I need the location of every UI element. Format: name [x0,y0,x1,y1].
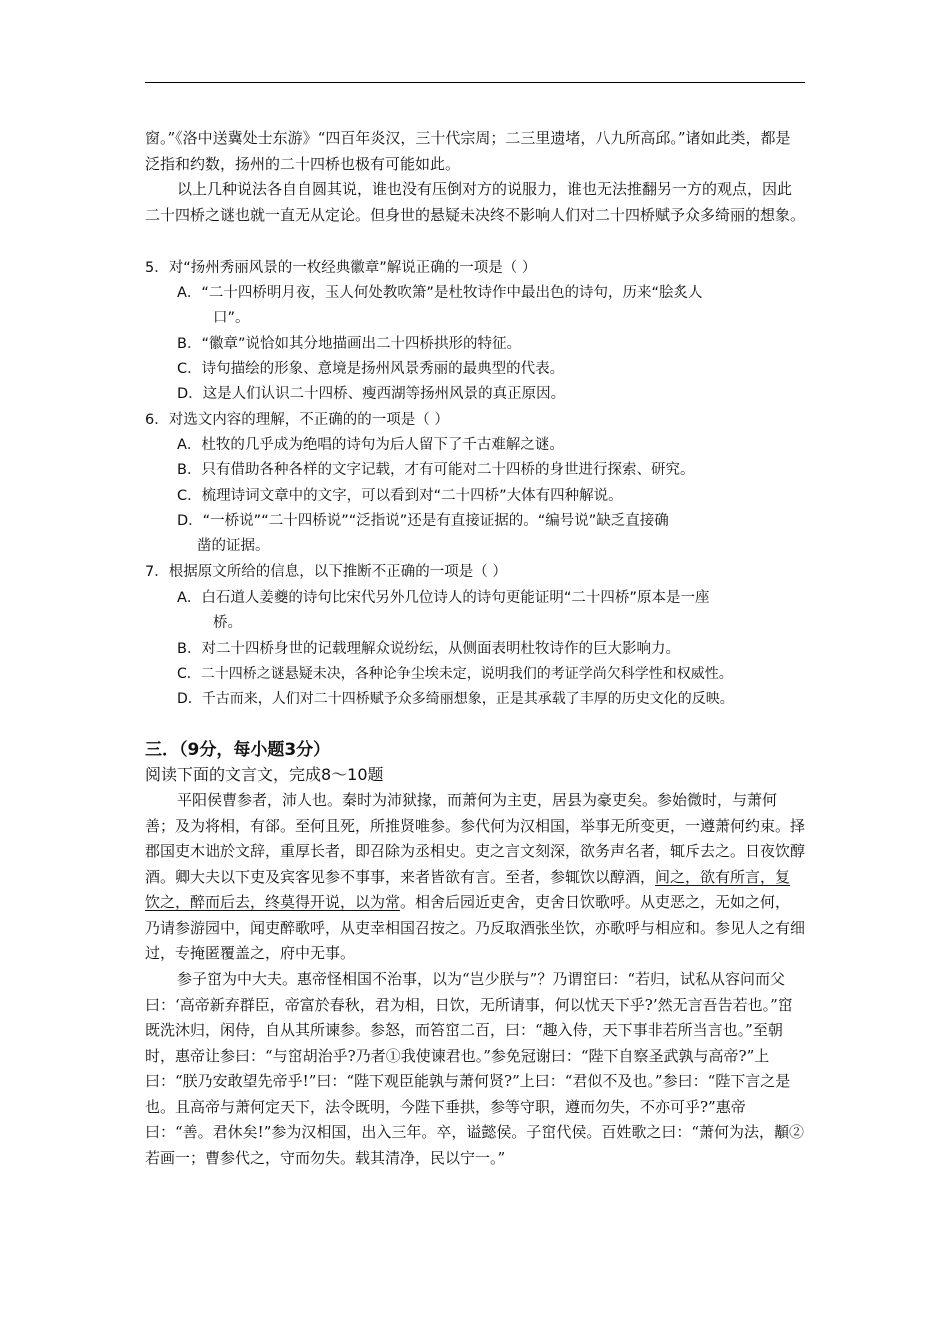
question-5-option-d: D．这是人们认识二十四桥、瘦西湖等扬州风景的真正原因。 [177,386,566,402]
question-5-option-b: B．“徽章”说恰如其分地描画出二十四桥拱形的特征。 [177,336,521,352]
question-5-option-c: C．诗句描绘的形象、意境是扬州风景秀丽的最典型的代表。 [177,361,565,377]
classical-text-paragraph-1 [145,788,805,967]
header-rule [145,82,805,83]
underlined-sentence: 间之，欲有所言，复饮之，醉而后去，终莫得开说，以为常 [145,867,791,911]
question-6-stem: 6．对选文内容的理解，不正确的的一项是（ ） [145,412,449,428]
question-5-stem: 5．对“扬州秀丽风景的一枚经典徽章”解说正确的一项是（ ） [145,260,537,276]
section-3-instruction: 阅读下面的文言文，完成8～10题 [145,765,384,784]
section-3-title: 三．（9分，每小题3分） [145,740,331,760]
option-text: D．“一桥说”“二十四桥说”“泛指说”还是有直接证据的。“编号说”缺乏直接确 [177,513,669,529]
passage-paragraph-2: 以上几种说法各自自圆其说，谁也没有压倒对方的说服力，谁也无法推翻另一方的观点，因此二十四桥之谜也就一直无从定论。但身世的悬疑未决终不影响人们对二十四桥赋予众多绮丽的想象。 [145,180,806,224]
question-7-option-c: C．二十四桥之谜悬疑未决，各种论争尘埃未定，说明我们的考证学尚欠科学性和权威性。 [177,666,733,682]
question-6-option-c: C．梳理诗词文章中的文字，可以看到对“二十四桥”大体有四种解说。 [177,488,623,504]
text-segment: 平阳侯曹参者，沛人也。秦时为沛狱掾，而萧何为主吏，居县为豪吏矣。参始微时，与萧何善；及为将相，有郤。至何且死，所推贤唯参。参代何为汉相国，举事无所变更，一遵萧何约束。择郡国吏木诎於文辞，重厚长者，即召除为丞相史。吏之言文刻深，欲务声名者，辄斥去之。日夜饮醇酒。卿大夫以下吏及宾客见参不事事，来者皆欲有言。至者，参辄饮以醇酒， [145,791,806,886]
option-text: A．白石道人姜夔的诗句比宋代另外几位诗人的诗句更能证明“二十四桥”原本是一座 [177,590,710,606]
question-7-option-a [177,586,807,636]
question-5-option-a [177,281,807,331]
question-7-stem: 7．根据原文所给的信息，以下推断不正确的一项是（ ） [145,564,507,580]
option-text: A．“二十四桥明月夜，玉人何处教吹箫”是杜牧诗作中最出色的诗句，历来“脍炙人 [177,285,703,301]
question-6-option-a: A．杜牧的几乎成为绝唱的诗句为后人留下了千古难解之谜。 [177,437,564,453]
option-text-continued: 桥。 [213,615,242,631]
question-7-option-b: B．对二十四桥身世的记载理解众说纷纭，从侧面表明杜牧诗作的巨大影响力。 [177,641,680,657]
option-text-continued: 凿的证据。 [197,538,270,554]
question-7-option-d: D．千古而来，人们对二十四桥赋予众多绮丽想象，正是其承载了丰厚的历史文化的反映。 [177,691,734,707]
passage-paragraph-1: 窗。”《洛中送冀处士东游》“四百年炎汉，三十代宗周；二三里遗堵，八九所高邱。”诸如此类，都是泛指和约数，扬州的二十四桥也极有可能如此。 [145,129,791,173]
question-6-option-b: B．只有借助各种各样的文字记载，才有可能对二十四桥的身世进行探索、研究。 [177,462,695,478]
classical-text-paragraph-2: 参子窋为中大夫。惠帝怪相国不治事，以为“岂少朕与”？乃谓窋曰：“若归，试私从容问而父曰：‘高帝新弃群臣，帝富於春秋，君为相，日饮，无所请事，何以忧天下乎?’然无言吾告若也。”窋既洗沐归，闲侍，自从其所谏参。参怒，而笞窋二百，曰：“趣入侍，天下事非若所当言也。”至朝时，惠帝让参曰：“与窋胡治乎?乃者①我使谏君也。”参免冠谢曰：“陛下自察圣武孰与高帝?”上曰：“朕乃安敢望先帝乎!”曰：“陛下观臣能孰与萧何贤?”上曰：“君似不及也。”参曰：“陛下言之是也。且高帝与萧何定天下，法令既明，今陛下垂拱，参等守职，遵而勿失，不亦可乎?”惠帝曰：“善。君休矣!”参为汉相国，出入三年。卒，谥懿侯。子窋代侯。百姓歌之曰：“萧何为法，顜②若画一；曹参代之，守而勿失。载其清净，民以宁一。” [145,970,805,1167]
option-text-continued: 口”。 [213,310,250,326]
text-segment: 。相舍后园近吏舍，吏舍日饮歌呼。从吏恶之，无如之何，乃请参游园中，闻吏醉歌呼，从吏幸相国召按之。乃反取酒张坐饮，亦歌呼与相应和。参见人之有细过，专掩匿覆盖之，府中无事。 [145,893,806,962]
question-6-option-d [177,509,807,559]
